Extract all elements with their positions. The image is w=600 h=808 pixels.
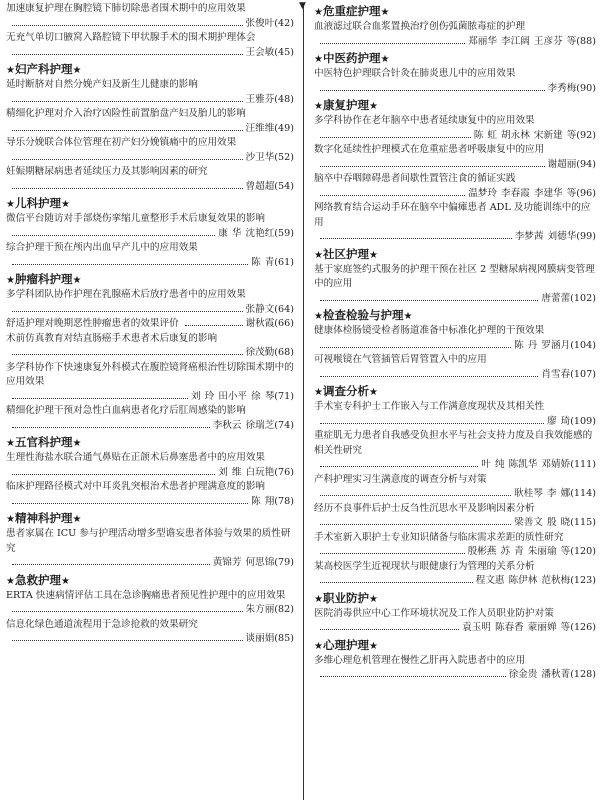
entry-title: 医院消毒供应中心工作环境状况及工作人员职业防护对策: [314, 607, 554, 619]
section-heading: [314, 384, 596, 400]
entry-authors-page: 谢秋霞(66): [245, 318, 294, 329]
toc-entry[interactable]: [6, 361, 294, 405]
star-icon: ★: [314, 640, 323, 652]
entry-authors-page: 陈 青(61): [251, 256, 294, 268]
entry-authors-page: 康 华 沈艳红(59): [218, 227, 294, 239]
toc-entry[interactable]: [314, 201, 596, 245]
entry-title: 舒适护理对晚期恶性肿瘤患者的效果评价: [6, 318, 179, 329]
entry-authors-page: 刘 维 白玩艳(76): [218, 466, 294, 478]
star-icon: ★: [403, 311, 413, 322]
star-icon: ★: [72, 65, 82, 76]
star-icon: ★: [6, 199, 15, 210]
section-heading: [314, 591, 596, 607]
star-icon: ★: [314, 593, 323, 605]
entry-authors-page: 王雅芬(48): [245, 93, 294, 105]
star-icon: ★: [380, 54, 390, 65]
section-heading: [314, 4, 596, 20]
entry-authors-page: 徐金贵 潘秋菁(128): [508, 669, 596, 680]
section-label: 妇产科护理: [14, 62, 73, 76]
entry-authors-page: 朱方丽(82): [245, 604, 294, 615]
dot-leader: [320, 136, 471, 138]
dot-leader: [12, 310, 243, 312]
toc-entry[interactable]: [6, 241, 294, 270]
star-icon: ★: [72, 275, 82, 286]
star-icon: ★: [314, 311, 323, 322]
toc-entry[interactable]: [314, 67, 596, 96]
toc-entry[interactable]: [6, 78, 294, 107]
entry-authors-page: 温梦玲 李春霞 李建华 等(96): [468, 187, 596, 199]
toc-entry[interactable]: [314, 20, 596, 49]
section-label: 调查分析: [322, 384, 369, 398]
entry-authors-page: 廖 琦(109): [546, 415, 596, 427]
entry-title: 综合护理干预在颅内出血早产儿中的应用效果: [6, 242, 198, 253]
dot-leader: [12, 473, 215, 475]
entry-title: 延时断脐对自然分娩产妇及新生儿健康的影响: [6, 79, 198, 90]
section-heading: [6, 511, 294, 527]
dot-leader: [12, 353, 243, 355]
entry-authors-page: 陈 丹 罗涵月(104): [514, 339, 596, 351]
entry-authors-page: 李秋云 徐瑞芝(74): [212, 419, 294, 431]
section-heading: [314, 98, 596, 114]
entry-authors-page: 黄锦芳 何思锦(79): [212, 557, 294, 568]
toc-entry[interactable]: [6, 527, 294, 571]
toc-entry[interactable]: [314, 143, 596, 172]
star-icon: ★: [6, 575, 15, 587]
entry-title: 可视喉镜在气管插管后胃管置入中的应用: [314, 354, 487, 365]
dot-leader: [12, 263, 248, 265]
dot-leader: [320, 375, 538, 377]
dot-leader: [12, 187, 243, 189]
entry-authors-page: 程文惠 陈伊林 范秋梅(123): [475, 575, 596, 586]
toc-entry[interactable]: [6, 136, 294, 165]
section-label: 康复护理: [322, 98, 369, 112]
dot-leader: [185, 324, 243, 326]
entry-authors-page: 张静文(64): [245, 303, 294, 315]
section-heading: [314, 247, 596, 263]
entry-authors-page: 汪维维(49): [245, 122, 294, 134]
star-icon: ★: [314, 101, 323, 112]
column-divider: [303, 4, 304, 800]
entry-title: 产科护理实习生满意度的调查分析与对策: [314, 473, 487, 485]
section-label: 危重症护理: [322, 4, 381, 18]
entry-authors-page: 王会敏(45): [245, 46, 294, 58]
toc-entry[interactable]: [6, 589, 294, 618]
toc-entry[interactable]: [314, 324, 596, 353]
toc-right-column: [314, 2, 596, 683]
toc-entry[interactable]: [6, 618, 294, 647]
entry-title: 血液滤过联合血浆置换治疗创伤弧菌脓毒症的护理: [314, 21, 526, 32]
section-label: 肿瘤科护理: [14, 272, 73, 286]
star-icon: ★: [368, 640, 378, 652]
star-icon: ★: [368, 101, 378, 112]
entry-title: 多学科协作下快速康复外科模式在腹腔镜肾癌根治性切除围术期中的应用效果: [6, 361, 294, 387]
entry-title: 手术室新入职护士专业知识储备与临床需求差距的质性研究: [314, 531, 564, 543]
entry-title: 数字化延续性护理模式在危重症患者呼吸康复中的应用: [314, 144, 545, 155]
entry-authors-page: 殷彬燕 苏 青 朱丽瑜 等(120): [467, 546, 596, 557]
arrow-down-icon: ▼: [299, 1, 306, 11]
star-icon: ★: [60, 575, 70, 587]
entry-title: ERTA 快速病情评估工具在急诊胸痛患者预见性护理中的应用效果: [6, 589, 286, 601]
entry-title: 微信平台随访对手部烧伤挛缩儿童整形手术后康复效果的影响: [6, 213, 266, 224]
toc-entry[interactable]: [6, 31, 294, 60]
dot-leader: [320, 465, 478, 467]
star-icon: ★: [72, 438, 82, 449]
toc-entry[interactable]: [314, 172, 596, 201]
star-icon: ★: [314, 54, 323, 65]
entry-title: 加速康复护理在胸腔镜下肺切除患者围术期中的应用效果: [6, 3, 246, 14]
section-heading: [6, 62, 294, 78]
entry-title: 多学科协作在老年脑卒中患者延续康复中的应用效果: [314, 115, 535, 126]
entry-authors-page: 唐蕾蕾(102): [541, 292, 596, 304]
section-label: 社区护理: [322, 246, 369, 261]
entry-authors-page: 沙卫华(52): [245, 151, 294, 163]
entry-title: 某高校医学生近视现状与眼健康行为管理的关系分析: [314, 560, 535, 572]
toc-entry[interactable]: [6, 480, 294, 509]
section-label: 儿科护理: [14, 196, 61, 210]
section-label: 中医药护理: [322, 51, 381, 65]
entry-title: 患者家属在 ICU 参与护理活动增多型谵妄患者体验与效果的质性研究: [6, 528, 291, 554]
section-heading: [314, 638, 596, 654]
toc-left-column: [6, 2, 294, 647]
entry-authors-page: 郑丽华 李江阔 王彦芬 等(88): [468, 35, 596, 47]
entry-title: 无充气单切口腋窝入路腔镜下甲状腺手术的围术期护理体会: [6, 32, 256, 43]
toc-entry[interactable]: [6, 317, 294, 332]
section-label: 检查检验与护理: [322, 308, 404, 322]
entry-authors-page: 李梦茜 刘德华(99): [514, 231, 596, 242]
entry-authors-page: 刘 玲 田小平 徐 琴(71): [190, 390, 294, 402]
dot-leader: [320, 523, 511, 525]
toc-entry[interactable]: [6, 212, 294, 241]
dot-leader: [12, 129, 243, 131]
section-heading: [6, 573, 294, 589]
toc-entry[interactable]: [314, 114, 596, 143]
dot-leader: [12, 610, 243, 612]
toc-entry[interactable]: [6, 332, 294, 361]
dot-leader: [12, 563, 210, 565]
entry-authors-page: 徐茂勤(68): [245, 347, 294, 358]
entry-title: 网络教育结合运动手环在脑卒中偏瘫患者 ADL 及功能训练中的应用: [314, 202, 591, 228]
dot-leader: [320, 581, 473, 583]
dot-leader: [320, 89, 545, 91]
toc-entry[interactable]: [314, 531, 596, 560]
entry-authors-page: 叶 纯 陈凯华 邓婧娇(111): [481, 459, 596, 470]
section-label: 职业防护: [322, 590, 369, 605]
entry-title: 信息化绿色通道流程用于急诊抢救的效果研究: [6, 618, 198, 630]
entry-authors-page: 梁善文 殷 晓(115): [514, 517, 596, 528]
toc-entry[interactable]: [314, 560, 596, 589]
entry-title: 经历不良事件后护士反刍性沉思水平及影响因素分析: [314, 502, 535, 514]
entry-title: 脑卒中吞咽障碍患者间歇性置管注食的循证实践: [314, 173, 516, 184]
toc-entry[interactable]: [314, 429, 596, 473]
section-heading: [6, 435, 294, 451]
entry-title: 手术室专科护士工作嵌入与工作满意度现状及其相关性: [314, 401, 545, 412]
dot-leader: [320, 675, 506, 677]
toc-entry[interactable]: [314, 473, 596, 502]
star-icon: ★: [314, 387, 323, 398]
dot-leader: [12, 502, 248, 504]
entry-authors-page: 谢超丽(94): [547, 158, 596, 170]
section-heading: [314, 51, 596, 67]
dot-leader: [12, 639, 243, 641]
entry-title: 精细化护理对介入治疗凶险性前置胎盘产妇及胎儿的影响: [6, 108, 246, 119]
section-label: 心理护理: [322, 637, 369, 652]
toc-entry[interactable]: [6, 2, 294, 31]
entry-title: 多学科团队协作护理在乳腺癌术后放疗患者中的应用效果: [6, 289, 246, 300]
dot-leader: [320, 237, 512, 239]
toc-entry[interactable]: [6, 404, 294, 433]
star-icon: ★: [368, 249, 378, 261]
section-label: 精神科护理: [14, 511, 73, 525]
dot-leader: [12, 158, 243, 160]
dot-leader: [320, 346, 511, 348]
section-heading: [6, 196, 294, 212]
toc-entry[interactable]: [314, 353, 596, 382]
toc-entry[interactable]: [6, 288, 294, 317]
toc-entry[interactable]: [6, 107, 294, 136]
entry-authors-page: 谈丽娟(85): [245, 633, 294, 644]
star-icon: ★: [368, 593, 378, 605]
entry-title: 重症肌无力患者自我感受负担水平与社会支持力度及自我效能感的相关性研究: [314, 430, 593, 456]
section-heading: [6, 272, 294, 288]
star-icon: ★: [6, 65, 15, 76]
dot-leader: [320, 42, 465, 44]
entry-authors-page: 曾超超(54): [245, 180, 294, 192]
entry-title: 生理性海盐水联合通气鼻贴在正颌术后鼻塞患者中的应用效果: [6, 452, 266, 463]
entry-authors-page: 张俊叶(42): [245, 17, 294, 29]
entry-authors-page: 耿桂琴 李 娜(114): [514, 488, 596, 499]
toc-entry[interactable]: [314, 400, 596, 429]
dot-leader: [320, 494, 511, 496]
section-heading: [314, 308, 596, 324]
entry-title: 中医特色护理联合针灸在肺炎患儿中的应用效果: [314, 68, 516, 79]
entry-title: 基于家庭签约式服务的护理干预在社区 2 型糖尿病视网膜病变管理中的应用: [314, 263, 595, 289]
entry-authors-page: 陈 翔(78): [251, 495, 294, 507]
dot-leader: [320, 628, 459, 630]
section-label: 急救护理: [14, 572, 61, 587]
star-icon: ★: [60, 199, 70, 210]
dot-leader: [12, 53, 243, 55]
entry-title: 妊娠期糖尿病患者延续压力及其影响因素的研究: [6, 166, 208, 177]
section-label: 五官科护理: [14, 435, 73, 449]
toc-entry[interactable]: [6, 451, 294, 480]
entry-authors-page: 李秀梅(90): [547, 82, 596, 94]
dot-leader: [12, 426, 210, 428]
entry-title: 临床护理路径模式对中耳炎乳突根治术患者护理满意度的影响: [6, 481, 266, 492]
dot-leader: [12, 234, 215, 236]
dot-leader: [320, 299, 538, 301]
toc-entry[interactable]: [314, 654, 596, 683]
entry-authors-page: 袁玉明 陈春香 蒙丽婵 等(126): [462, 622, 596, 633]
toc-entry[interactable]: [314, 502, 596, 531]
star-icon: ★: [72, 514, 82, 525]
dot-leader: [12, 100, 243, 102]
dot-leader: [320, 422, 544, 424]
dot-leader: [320, 552, 465, 554]
toc-entry[interactable]: [314, 263, 596, 307]
entry-authors-page: 肖雪春(107): [541, 368, 596, 380]
star-icon: ★: [6, 275, 15, 286]
star-icon: ★: [368, 387, 378, 398]
dot-leader: [12, 24, 243, 26]
dot-leader: [12, 397, 188, 399]
toc-entry[interactable]: [314, 607, 596, 636]
dot-leader: [320, 165, 545, 167]
star-icon: ★: [6, 514, 15, 525]
entry-title: 术前仿真教育对结直肠癌手术患者术后康复的影响: [6, 332, 218, 344]
entry-authors-page: 陈 虹 胡永林 宋新建 等(92): [473, 129, 596, 141]
entry-title: 导乐分娩联合体位管理在初产妇分娩镇痛中的应用效果: [6, 137, 237, 148]
entry-title: 精细化护理干预对急性白血病患者化疗后肛周感染的影响: [6, 405, 246, 416]
toc-entry[interactable]: [6, 165, 294, 194]
star-icon: ★: [6, 438, 15, 449]
star-icon: ★: [314, 7, 323, 18]
star-icon: ★: [380, 7, 390, 18]
entry-title: 健康体检肠镜受检者肠道准备中标准化护理的干预效果: [314, 325, 545, 336]
entry-title: 多维心理危机管理在慢性乙肝再入院患者中的应用: [314, 654, 526, 666]
dot-leader: [320, 194, 465, 196]
star-icon: ★: [314, 249, 323, 261]
